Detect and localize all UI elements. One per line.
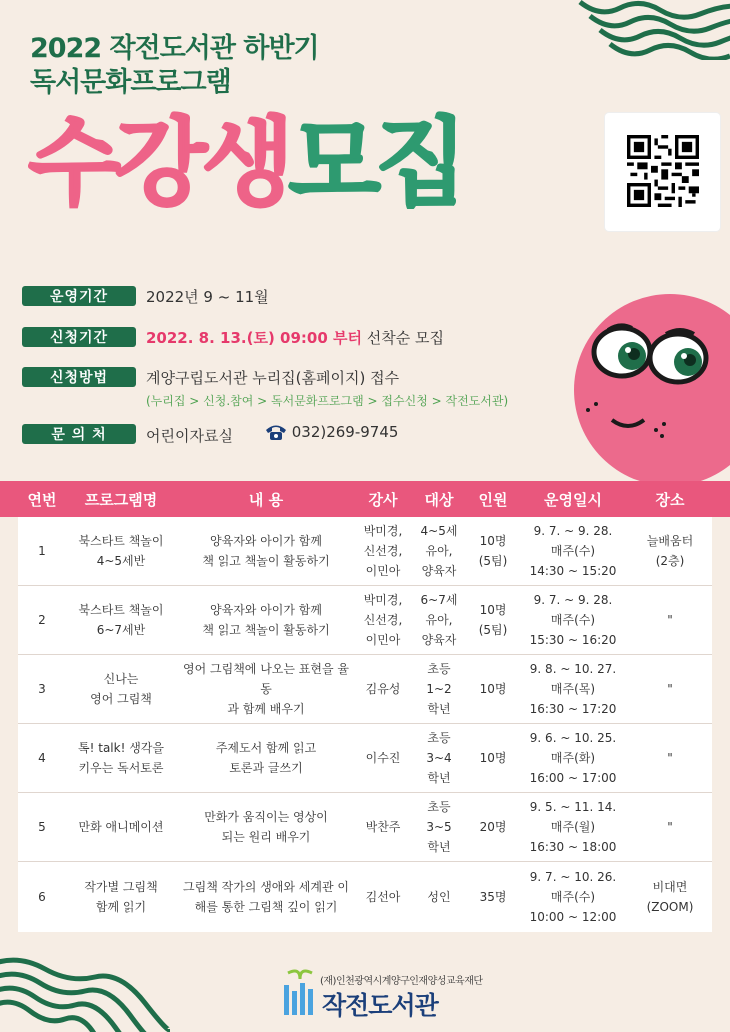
header-cell: 장소	[655, 490, 685, 509]
cell-line: 10명	[479, 751, 507, 765]
cell-line: 학년	[427, 840, 451, 854]
cell-line: 매주(수)	[550, 613, 596, 627]
header-cell: 운영일시	[544, 490, 602, 509]
cell-content	[176, 862, 356, 932]
cell-name	[66, 517, 176, 585]
cell-line: 6~7세반	[96, 623, 146, 637]
cell-line: 9. 8. ~ 10. 27.	[529, 662, 617, 676]
contact-phone-number: 032)269-9745	[291, 422, 399, 441]
cell-line: "	[667, 820, 673, 834]
cell-line: 유아,	[425, 613, 453, 627]
cell-line: 4~5세	[420, 524, 458, 538]
library-logo-icon	[280, 965, 320, 1021]
cell-line: 과 함께 배우기	[227, 702, 305, 716]
cell-teacher	[356, 862, 410, 932]
cell-line: 신나는	[103, 672, 139, 686]
cell-name	[66, 586, 176, 654]
cell-line: (ZOOM)	[646, 900, 694, 914]
cell-content	[176, 793, 356, 861]
cell-line: 1	[38, 544, 46, 558]
cell-time	[518, 586, 628, 654]
method-value: 계양구립도서관 누리집(홈페이지) 접수	[146, 368, 400, 387]
apply-tag: 신청기간	[22, 327, 136, 347]
cell-line: "	[667, 751, 673, 765]
cell-line: 만화 애니메이션	[78, 820, 164, 834]
cell-time	[518, 517, 628, 585]
program-table	[18, 481, 712, 932]
cell-target	[410, 724, 468, 792]
cell-line: 이민아	[365, 633, 401, 647]
cell-no	[18, 655, 66, 723]
header-line-1: 2022 작전도서관 하반기	[30, 33, 319, 64]
header-cell: 강사	[368, 490, 398, 509]
cell-line: (5팀)	[478, 554, 508, 568]
cell-content	[176, 586, 356, 654]
header	[30, 32, 319, 100]
wave-decoration-bottom-left	[0, 955, 170, 1032]
main-title	[28, 108, 462, 218]
cell-name	[66, 724, 176, 792]
cell-line: (2층)	[655, 554, 685, 568]
cell-target	[410, 793, 468, 861]
main-title-green: 모집	[288, 107, 462, 219]
table-row	[18, 517, 712, 586]
contact-value	[146, 423, 398, 446]
cell-line: 박미경,	[363, 524, 403, 538]
cell-line: 2	[38, 613, 46, 627]
cell-teacher	[356, 793, 410, 861]
cell-line: 9. 6. ~ 10. 25.	[529, 731, 617, 745]
qr-code-box	[605, 113, 720, 231]
cell-line: 그림책 작가의 생애와 세계관 이	[183, 880, 349, 894]
cell-line: 16:30 ~ 17:20	[529, 702, 617, 716]
cell-count	[468, 862, 518, 932]
cell-count	[468, 517, 518, 585]
cell-time	[518, 793, 628, 861]
footer-library-name: 작전도서관	[322, 991, 438, 1020]
qr-code-icon	[627, 135, 699, 207]
cell-line: 9. 5. ~ 11. 14.	[529, 800, 617, 814]
period-value: 2022년 9 ~ 11월	[146, 287, 269, 306]
cell-line: 늘배움터	[646, 534, 694, 548]
cell-line: 15:30 ~ 16:20	[529, 633, 617, 647]
cell-line: 10:00 ~ 12:00	[529, 910, 617, 924]
cell-place	[628, 793, 712, 861]
cell-name	[66, 655, 176, 723]
cell-time	[518, 655, 628, 723]
cell-line: 영어 그림책에 나오는 표현을 율동	[183, 662, 349, 696]
cell-line: 만화가 움직이는 영상이	[204, 810, 328, 824]
cell-line: 10명	[479, 603, 507, 617]
contact-tag: 문 의 처	[22, 424, 136, 444]
cell-line: 신선경,	[363, 613, 403, 627]
table-row	[18, 586, 712, 655]
cell-line: 양육자	[421, 633, 457, 647]
cell-line: 20명	[479, 820, 507, 834]
cell-time	[518, 724, 628, 792]
table-body	[18, 517, 712, 932]
cell-line: 영어 그림책	[90, 692, 152, 706]
cell-line: 초등	[427, 731, 451, 745]
cell-target	[410, 862, 468, 932]
cell-line: 작가별 그림책	[84, 880, 158, 894]
cell-line: 토론과 글쓰기	[229, 761, 303, 775]
phone-icon	[264, 423, 288, 441]
cell-content	[176, 724, 356, 792]
cell-line: 학년	[427, 702, 451, 716]
cell-line: 유아,	[425, 544, 453, 558]
cell-line: 매주(화)	[550, 751, 596, 765]
cell-count	[468, 793, 518, 861]
cell-line: 16:00 ~ 17:00	[529, 771, 617, 785]
info-period	[22, 285, 269, 307]
cell-no	[18, 862, 66, 932]
cell-line: 14:30 ~ 15:20	[529, 564, 617, 578]
table-row	[18, 862, 712, 932]
header-cell: 프로그램명	[84, 490, 158, 509]
cell-teacher	[356, 655, 410, 723]
header-line-2: 독서문화프로그램	[30, 67, 231, 98]
period-tag: 운영기간	[22, 286, 136, 306]
cell-line: (5팀)	[478, 623, 508, 637]
cell-line: "	[667, 613, 673, 627]
cell-line: 김유성	[365, 682, 401, 696]
cell-line: 5	[38, 820, 46, 834]
cell-line: 양육자	[421, 564, 457, 578]
cell-target	[410, 586, 468, 654]
header-cell: 내 용	[248, 490, 284, 509]
cell-line: 북스타트 책놀이	[78, 534, 164, 548]
cell-line: 학년	[427, 771, 451, 785]
header-cell: 대상	[424, 490, 454, 509]
apply-rest: 선착순 모집	[366, 328, 444, 347]
info-apply	[22, 326, 444, 348]
cell-line: 10명	[479, 534, 507, 548]
cell-place	[628, 586, 712, 654]
cell-line: 비대면	[652, 880, 688, 894]
mascot-character	[570, 290, 730, 490]
cell-line: 4	[38, 751, 46, 765]
cell-line: 해를 통한 그림책 깊이 읽기	[194, 900, 338, 914]
table-header	[0, 481, 730, 517]
cell-line: 박찬주	[365, 820, 401, 834]
apply-date: 2022. 8. 13.(토) 09:00 부터	[146, 328, 362, 347]
info-contact	[22, 423, 398, 445]
cell-line: 키우는 독서토론	[78, 761, 164, 775]
info-method	[22, 366, 399, 388]
cell-no	[18, 793, 66, 861]
cell-line: 초등	[427, 800, 451, 814]
cell-no	[18, 517, 66, 585]
footer-org: (재)인천광역시계양구인재양성교육재단	[320, 976, 483, 987]
cell-line: 이민아	[365, 564, 401, 578]
cell-count	[468, 724, 518, 792]
cell-name	[66, 793, 176, 861]
cell-line: 6~7세	[420, 593, 458, 607]
cell-line: 16:30 ~ 18:00	[529, 840, 617, 854]
cell-no	[18, 724, 66, 792]
cell-teacher	[356, 724, 410, 792]
cell-line: 6	[38, 890, 46, 904]
cell-line: 양육자와 아이가 함께	[210, 603, 322, 617]
cell-place	[628, 862, 712, 932]
cell-line: 주제도서 함께 읽고	[215, 741, 317, 755]
cell-line: 매주(월)	[550, 820, 596, 834]
cell-line: 9. 7. ~ 9. 28.	[533, 524, 613, 538]
cell-line: 톡! talk! 생각을	[78, 741, 164, 755]
cell-line: 3~5	[426, 820, 452, 834]
cell-place	[628, 724, 712, 792]
header-cell: 인원	[478, 490, 508, 509]
main-title-pink: 수강생	[28, 107, 289, 219]
cell-line: 성인	[427, 890, 451, 904]
cell-place	[628, 517, 712, 585]
cell-line: 책 읽고 책놀이 활동하기	[202, 623, 330, 637]
cell-line: 매주(수)	[550, 890, 596, 904]
cell-line: 초등	[427, 662, 451, 676]
cell-line: 박미경,	[363, 593, 403, 607]
cell-target	[410, 655, 468, 723]
cell-line: 신선경,	[363, 544, 403, 558]
cell-line: 이수진	[365, 751, 401, 765]
wave-decoration-top-right	[570, 0, 730, 60]
cell-time	[518, 862, 628, 932]
cell-line: 양육자와 아이가 함께	[210, 534, 322, 548]
cell-count	[468, 586, 518, 654]
apply-value	[146, 327, 444, 348]
table-row	[18, 724, 712, 793]
cell-name	[66, 862, 176, 932]
contact-phone	[264, 423, 399, 441]
cell-count	[468, 655, 518, 723]
cell-line: 김선아	[365, 890, 401, 904]
cell-line: 9. 7. ~ 10. 26.	[529, 870, 617, 884]
cell-content	[176, 517, 356, 585]
table-row	[18, 793, 712, 862]
cell-place	[628, 655, 712, 723]
cell-line: 3~4	[426, 751, 452, 765]
cell-line: 매주(목)	[550, 682, 596, 696]
cell-line: 매주(수)	[550, 544, 596, 558]
table-row	[18, 655, 712, 724]
contact-place: 어린이자료실	[146, 426, 233, 445]
cell-line: 함께 읽기	[95, 900, 147, 914]
cell-line: 4~5세반	[96, 554, 146, 568]
cell-no	[18, 586, 66, 654]
cell-line: 1~2	[426, 682, 452, 696]
cell-teacher	[356, 586, 410, 654]
cell-teacher	[356, 517, 410, 585]
cell-line: "	[667, 682, 673, 696]
cell-line: 되는 원리 배우기	[221, 830, 311, 844]
method-path: (누리집 > 신청.참여 > 독서문화프로그램 > 접수신청 > 작전도서관)	[146, 394, 509, 408]
header-cell: 연번	[27, 490, 57, 509]
cell-line: 책 읽고 책놀이 활동하기	[202, 554, 330, 568]
cell-line: 10명	[479, 682, 507, 696]
cell-line: 북스타트 책놀이	[78, 603, 164, 617]
cell-line: 35명	[479, 890, 507, 904]
method-tag: 신청방법	[22, 367, 136, 387]
cell-line: 3	[38, 682, 46, 696]
cell-target	[410, 517, 468, 585]
cell-line: 9. 7. ~ 9. 28.	[533, 593, 613, 607]
cell-content	[176, 655, 356, 723]
